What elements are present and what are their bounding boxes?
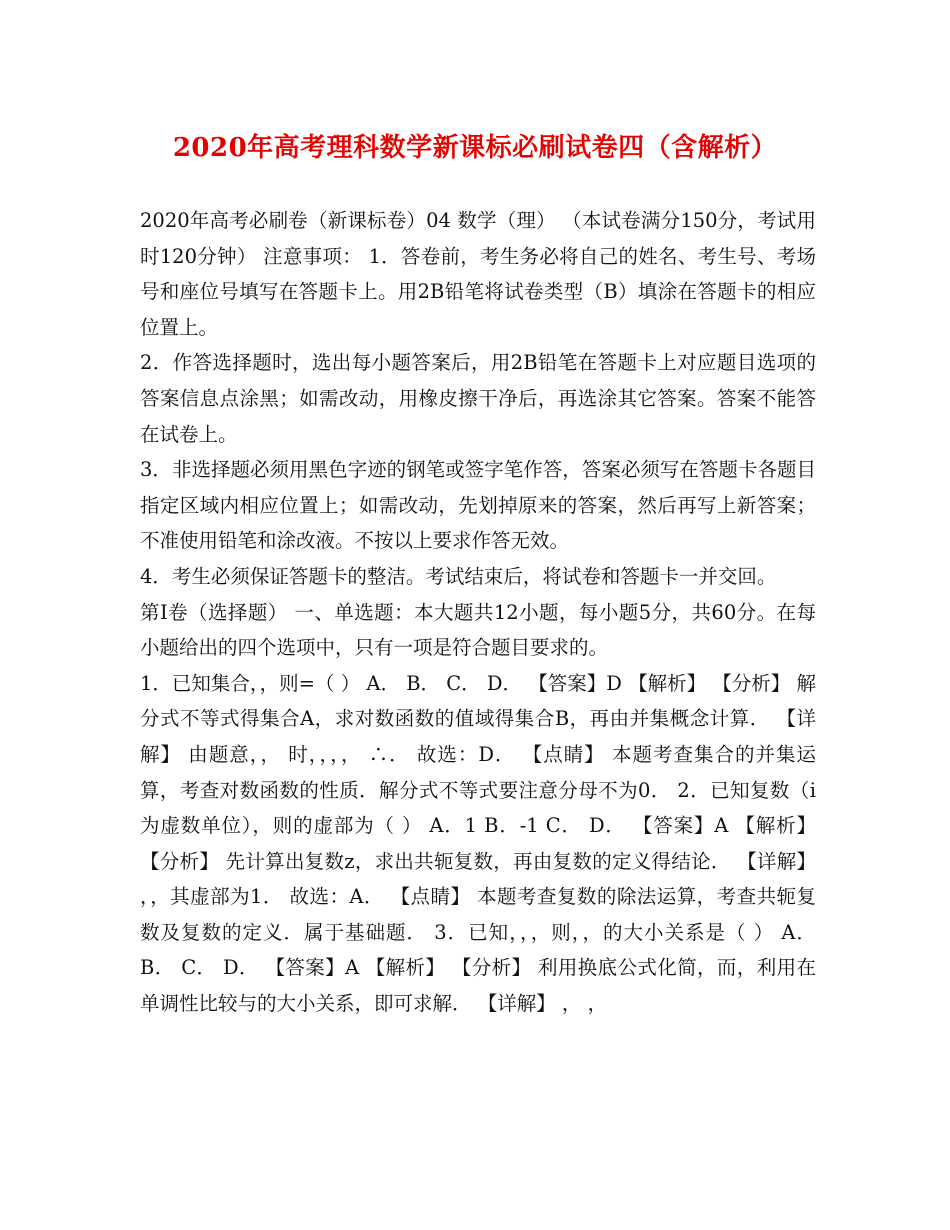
paragraph-instruction-3: 3．非选择题必须用黑色字迹的钢笔或签字笔作答，答案必须写在答题卡各题目指定区域内相应位置上；如需改动，先划掉原来的答案，然后再写上新答案；不准使用铅笔和涂改液。不按以上要求作答无效。: [140, 458, 816, 553]
paragraph-instruction-2: 2．作答选择题时，选出每小题答案后，用2B铅笔在答题卡上对应题目选项的答案信息点涂黑；如需改动，用橡皮擦干净后，再选涂其它答案。答案不能答在试卷上。: [140, 351, 816, 446]
document-body: [140, 203, 816, 1022]
paragraph-instruction-4: 4．考生必须保证答题卡的整洁。考试结束后，将试卷和答题卡一并交回。: [140, 564, 777, 588]
paragraph-intro: 2020年高考必刷卷（新课标卷）04 数学（理） （本试卷满分150分，考试用时120分钟） 注意事项： 1．答卷前，考生务必将自己的姓名、考生号、考场号和座位号填写在答题卡上。用2B铅笔将试卷类型（B）填涂在答题卡的相应位置上。: [140, 209, 816, 339]
paragraph-section-heading: 第Ⅰ卷（选择题） 一、单选题：本大题共12小题，每小题5分，共60分。在每小题给出的四个选项中，只有一项是符合题目要求的。: [140, 600, 816, 660]
paragraph-questions: 1．已知集合，，则=（ ） A． B． C． D． 【答案】D 【解析】 【分析】 解分式不等式得集合A，求对数函数的值域得集合B，再由并集概念计算． 【详解】 由题意，， 时，，，， ∴． 故选：D． 【点睛】 本题考查集合的并集运算，考查对数函数的性质．解分式不等式要注意分母不为0． 2．已知复数（i为虚数单位），则的虚部为（ ） A．1 B．-1 C． D． 【答案】A 【解析】 【分析】 先计算出复数z，求出共轭复数，再由复数的定义得结论． 【详解】 ，，其虚部为1． 故选：A． 【点睛】 本题考查复数的除法运算，考查共轭复数及复数的定义．属于基础题． 3．已知，，，则，，的大小关系是（ ） A． B． C． D． 【答案】A 【解析】 【分析】 利用换底公式化简，而，利用在单调性比较与的大小关系，即可求解． 【详解】 ， ，: [140, 671, 816, 1016]
document-title: 2020年高考理科数学新课标必刷试卷四（含解析）: [172, 133, 778, 163]
